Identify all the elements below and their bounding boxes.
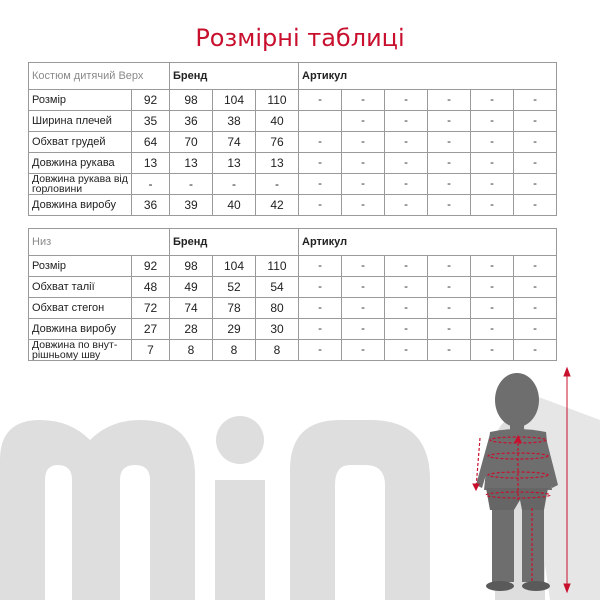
cell-value: 40 <box>213 195 256 216</box>
cell-value: 72 <box>132 298 170 319</box>
article-cell: - <box>342 298 385 319</box>
article-cell: - <box>428 132 471 153</box>
cell-value: 78 <box>213 298 256 319</box>
article-cell: - <box>428 340 471 361</box>
cell-value: 28 <box>170 319 213 340</box>
cell-value: 7 <box>132 340 170 361</box>
cell-value: 29 <box>213 319 256 340</box>
cell-value: 13 <box>213 153 256 174</box>
article-cell: - <box>514 277 557 298</box>
article-cell: - <box>385 90 428 111</box>
article-cell: - <box>514 195 557 216</box>
article-cell: - <box>342 132 385 153</box>
cell-value: 8 <box>170 340 213 361</box>
brand-label: Бренд <box>170 229 299 256</box>
cell-value: 104 <box>213 90 256 111</box>
article-cell: - <box>385 298 428 319</box>
article-cell: - <box>428 111 471 132</box>
row-label: Обхват грудей <box>29 132 132 153</box>
article-cell: - <box>471 319 514 340</box>
cell-value: 110 <box>256 90 299 111</box>
row-label: Ширина плечей <box>29 111 132 132</box>
cell-value: - <box>256 174 299 195</box>
cell-value: 40 <box>256 111 299 132</box>
article-cell: - <box>514 111 557 132</box>
article-cell: - <box>385 256 428 277</box>
cell-value: 52 <box>213 277 256 298</box>
cell-value: 110 <box>256 256 299 277</box>
cell-value: 92 <box>132 256 170 277</box>
article-cell: - <box>514 132 557 153</box>
article-cell: - <box>342 90 385 111</box>
article-cell: - <box>385 153 428 174</box>
cell-value: 98 <box>170 256 213 277</box>
cell-value: 48 <box>132 277 170 298</box>
cell-value: 13 <box>170 153 213 174</box>
category-label: Низ <box>29 229 170 256</box>
article-cell: - <box>471 195 514 216</box>
row-label: Обхват стегон <box>29 298 132 319</box>
cell-value: 104 <box>213 256 256 277</box>
category-label: Костюм дитячий Верх <box>29 63 170 90</box>
cell-value: 70 <box>170 132 213 153</box>
article-cell: - <box>471 153 514 174</box>
article-cell: - <box>342 153 385 174</box>
article-cell: - <box>385 319 428 340</box>
article-cell: - <box>471 298 514 319</box>
page-title: Розмірні таблиці <box>195 24 405 52</box>
cell-value: 8 <box>213 340 256 361</box>
article-cell: - <box>342 195 385 216</box>
article-cell: - <box>514 319 557 340</box>
row-label: Довжина виробу <box>29 319 132 340</box>
brand-label: Бренд <box>170 63 299 90</box>
article-cell: - <box>514 298 557 319</box>
article-cell: - <box>299 340 342 361</box>
article-cell: - <box>471 132 514 153</box>
article-cell: - <box>385 174 428 195</box>
cell-value: 42 <box>256 195 299 216</box>
article-cell: - <box>471 277 514 298</box>
article-cell: - <box>514 153 557 174</box>
article-cell: - <box>299 90 342 111</box>
article-cell: - <box>428 195 471 216</box>
row-label: Обхват талії <box>29 277 132 298</box>
article-cell: - <box>428 277 471 298</box>
cell-value: 36 <box>170 111 213 132</box>
cell-value: 27 <box>132 319 170 340</box>
child-measurement-figure-icon <box>440 360 600 600</box>
article-cell: - <box>514 90 557 111</box>
article-cell: - <box>342 277 385 298</box>
article-cell: - <box>299 195 342 216</box>
article-cell: - <box>428 90 471 111</box>
row-label: Довжина рукава від горловини <box>29 174 132 195</box>
cell-value: 92 <box>132 90 170 111</box>
article-cell: - <box>471 111 514 132</box>
row-label: Довжина виробу <box>29 195 132 216</box>
article-cell: - <box>299 174 342 195</box>
cell-value: 13 <box>256 153 299 174</box>
cell-value: 76 <box>256 132 299 153</box>
article-cell: - <box>428 153 471 174</box>
article-label: Артикул <box>299 229 557 256</box>
row-label: Довжина по внут-рішньому шву <box>29 340 132 361</box>
cell-value: 74 <box>213 132 256 153</box>
cell-value: 30 <box>256 319 299 340</box>
article-cell: - <box>299 256 342 277</box>
article-cell: - <box>514 256 557 277</box>
article-cell: - <box>385 111 428 132</box>
cell-value: 64 <box>132 132 170 153</box>
cell-value: 74 <box>170 298 213 319</box>
article-cell: - <box>471 340 514 361</box>
article-cell: - <box>342 111 385 132</box>
article-cell: - <box>299 319 342 340</box>
article-cell: - <box>428 319 471 340</box>
cell-value: 49 <box>170 277 213 298</box>
cell-value: - <box>170 174 213 195</box>
article-cell: - <box>342 256 385 277</box>
cell-value: 8 <box>256 340 299 361</box>
article-cell: - <box>385 132 428 153</box>
cell-value: 36 <box>132 195 170 216</box>
article-cell: - <box>385 195 428 216</box>
cell-value: 98 <box>170 90 213 111</box>
cell-value: 13 <box>132 153 170 174</box>
row-label: Розмір <box>29 90 132 111</box>
cell-value: 39 <box>170 195 213 216</box>
cell-value: 80 <box>256 298 299 319</box>
article-cell: - <box>299 132 342 153</box>
article-cell: - <box>342 174 385 195</box>
article-cell: - <box>514 174 557 195</box>
article-cell: - <box>299 298 342 319</box>
article-cell: - <box>342 340 385 361</box>
cell-value: 35 <box>132 111 170 132</box>
article-cell: - <box>514 340 557 361</box>
article-cell: - <box>385 340 428 361</box>
article-cell: - <box>385 277 428 298</box>
cell-value: 38 <box>213 111 256 132</box>
cell-value: 54 <box>256 277 299 298</box>
article-cell: - <box>299 153 342 174</box>
article-cell: - <box>471 90 514 111</box>
cell-value: - <box>213 174 256 195</box>
article-cell: - <box>299 277 342 298</box>
cell-value: - <box>132 174 170 195</box>
article-label: Артикул <box>299 63 557 90</box>
row-label: Довжина рукава <box>29 153 132 174</box>
article-cell: - <box>428 298 471 319</box>
article-cell: - <box>428 174 471 195</box>
article-cell: - <box>428 256 471 277</box>
article-cell: - <box>471 174 514 195</box>
article-cell: - <box>342 319 385 340</box>
article-cell: - <box>471 256 514 277</box>
row-label: Розмір <box>29 256 132 277</box>
